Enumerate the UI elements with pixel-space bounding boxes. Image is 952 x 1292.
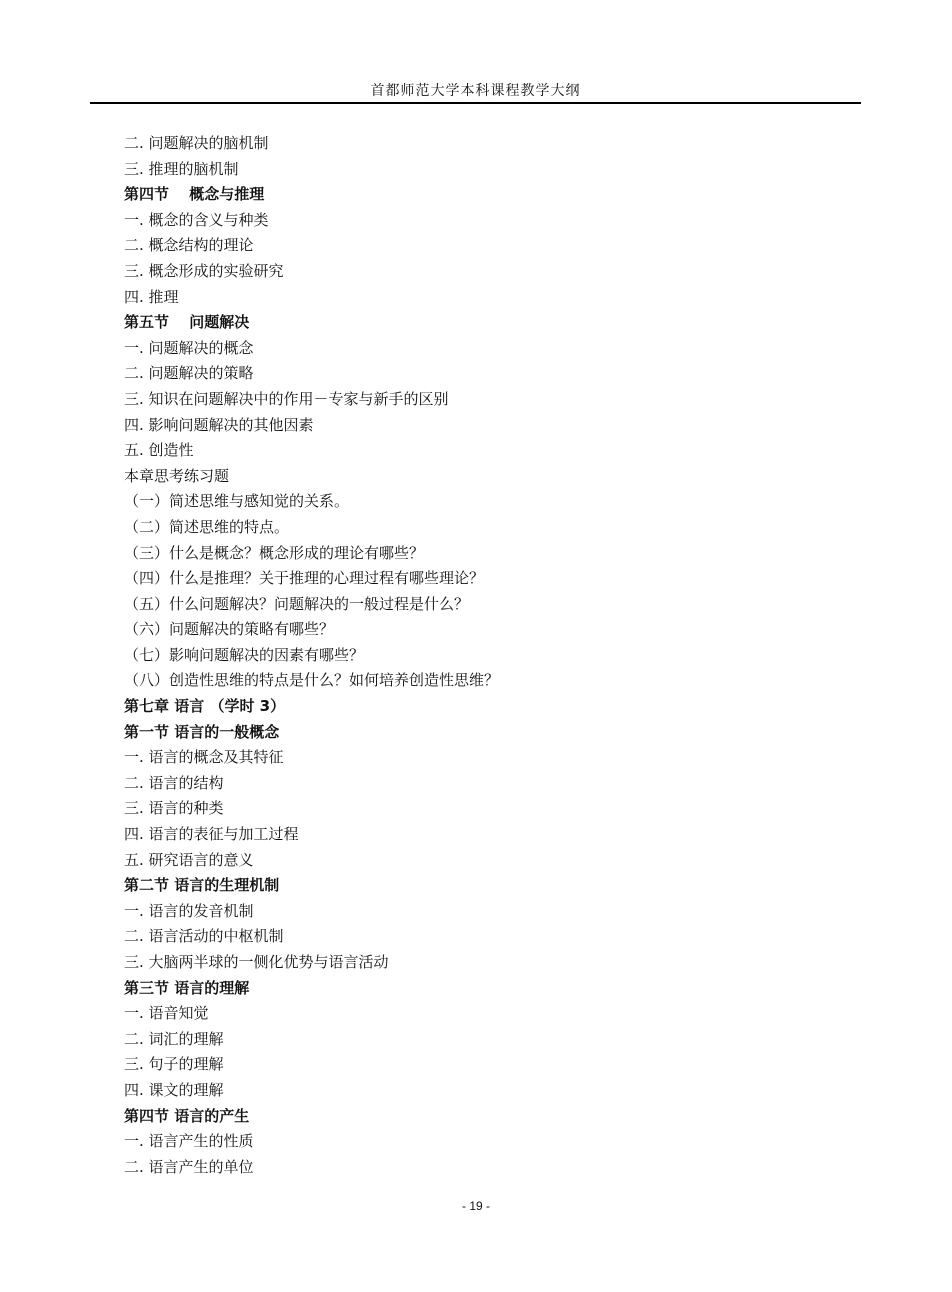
outline-item: 二. 语言的结构 [124,773,224,792]
outline-item: 一. 语言产生的性质 [124,1132,254,1151]
outline-item: 一. 语言的发音机制 [124,901,254,920]
outline-item: 三. 语言的种类 [124,799,224,818]
outline-item: 三. 知识在问题解决中的作用－专家与新手的区别 [124,389,449,408]
outline-item: 本章思考练习题 [124,466,230,485]
outline-item: 四. 语言的表征与加工过程 [124,825,299,844]
outline-item: 五. 研究语言的意义 [124,850,254,869]
section-heading: 第一节 语言的一般概念 [124,722,280,741]
outline-item: （四）什么是推理？关于推理的心理过程有哪些理论？ [124,569,485,588]
section-heading: 第二节 语言的生理机制 [124,876,280,895]
outline-item: 一. 概念的含义与种类 [124,210,269,229]
section-heading: 第四节 概念与推理 [124,185,265,204]
section-heading: 第五节 问题解决 [124,313,250,332]
outline-item: 二. 语言产生的单位 [124,1157,254,1176]
section-heading: 第三节 语言的理解 [124,978,250,997]
page-header-title: 首都师范大学本科课程教学大纲 [370,83,581,99]
outline-item: 一. 语音知觉 [124,1004,209,1023]
outline-item: 二. 语言活动的中枢机制 [124,927,284,946]
outline-item: 二. 问题解决的脑机制 [124,134,269,152]
outline-item: （六）问题解决的策略有哪些？ [124,620,335,639]
outline-item: 一. 语言的概念及其特征 [124,748,284,767]
outline-item: （七）影响问题解决的因素有哪些？ [124,645,365,664]
outline-item: 五. 创造性 [124,441,194,460]
outline-item: 二. 问题解决的策略 [124,364,254,383]
outline-item: （三）什么是概念？概念形成的理论有哪些？ [124,543,425,562]
outline-item: （八）创造性思维的特点是什么？如何培养创造性思维？ [124,671,500,690]
outline-item: （五）什么问题解决？问题解决的一般过程是什么？ [124,594,470,613]
outline-item: 三. 句子的理解 [124,1055,224,1074]
outline-item: 一. 问题解决的概念 [124,338,254,357]
outline-item: 四. 推理 [124,287,179,306]
outline-item: 二. 概念结构的理论 [124,236,254,255]
outline-list [124,131,844,1180]
section-heading: 第七章 语言 （学时 3） [124,697,286,716]
outline-item: 三. 大脑两半球的一侧化优势与语言活动 [124,953,389,971]
outline-item: 三. 概念形成的实验研究 [124,261,284,280]
outline-item: 四. 课文的理解 [124,1080,224,1099]
header-divider [90,102,861,104]
section-heading: 第四节 语言的产生 [124,1106,250,1125]
page-number: - 19 - [461,1199,490,1213]
outline-item: 二. 词汇的理解 [124,1029,224,1048]
outline-item: 三. 推理的脑机制 [124,159,239,178]
outline-item: （一）简述思维与感知觉的关系。 [124,492,350,511]
outline-item: （二）简述思维的特点。 [124,517,290,536]
outline-item: 四. 影响问题解决的其他因素 [124,415,314,434]
